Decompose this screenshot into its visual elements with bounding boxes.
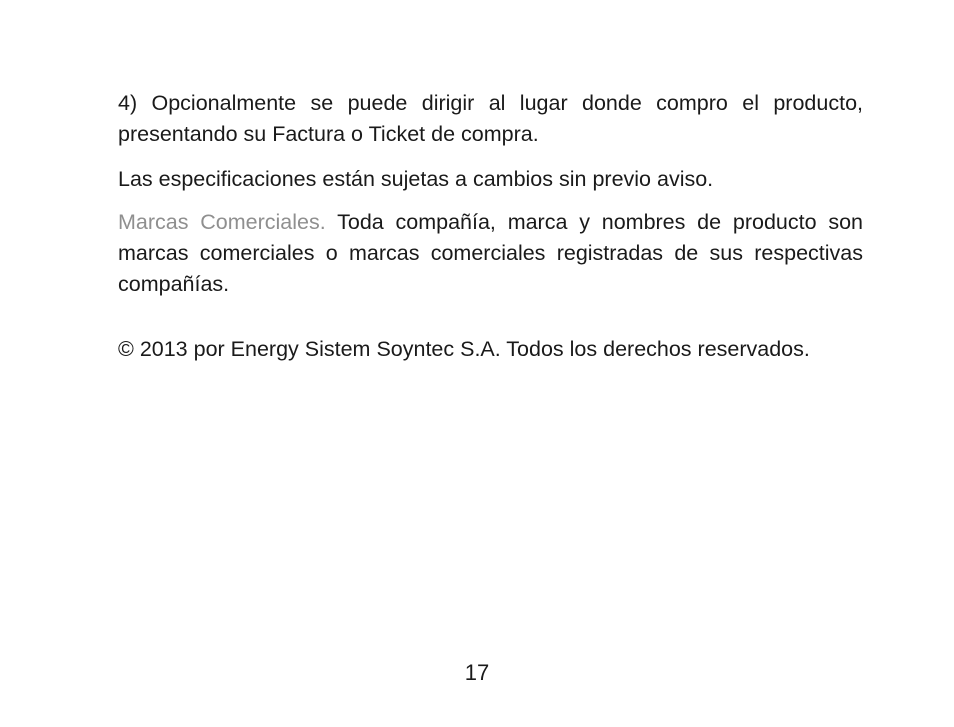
trademarks-heading: Marcas Comerciales.: [118, 210, 326, 234]
specifications-notice: Las especificaciones están sujetas a cambios sin previo aviso.: [118, 167, 714, 191]
optional-return-paragraph: 4) Opcionalmente se puede dirigir al lugar donde compro el producto, presentando su Factura o Ticket de compra.: [118, 91, 863, 146]
page-number: 17: [464, 660, 490, 685]
trademarks-text: Toda compañía, marca y nombres de producto son marcas comerciales o marcas comerciales registradas de sus respectivas compañías.: [118, 210, 863, 296]
copyright-notice: © 2013 por Energy Sistem Soyntec S.A. Todos los derechos reservados.: [118, 337, 810, 361]
document-body: [118, 88, 863, 365]
trademarks-paragraph: [118, 207, 863, 300]
